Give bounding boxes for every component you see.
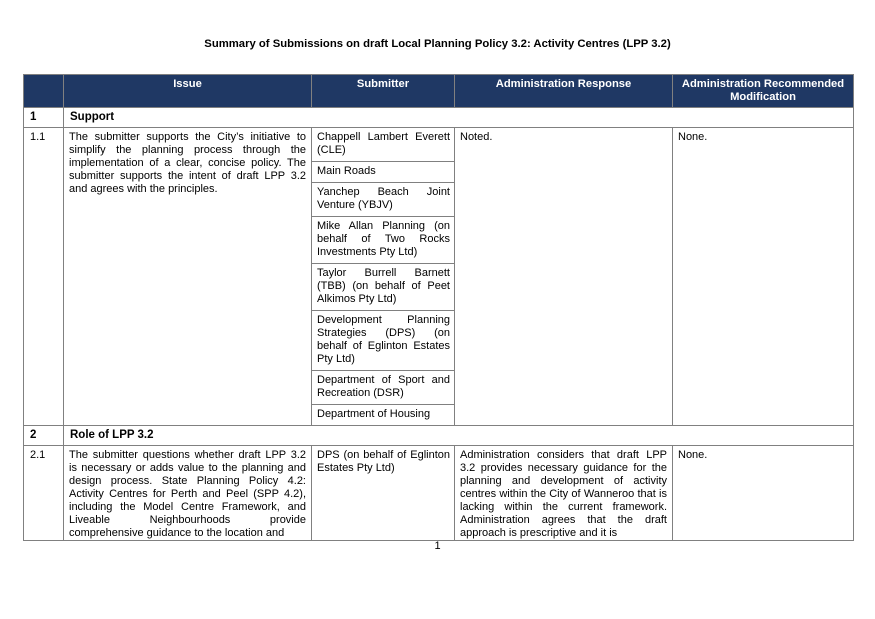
- table-row: [24, 128, 854, 426]
- issue-cell: The submitter supports the City’s initiative to simplify the planning process through the implementation of a clear, concise policy. The submitter supports the intent of draft LPP 3.2 and agrees with the principles.: [64, 128, 312, 426]
- section-row-support: [24, 108, 854, 128]
- modification-cell: None.: [673, 128, 854, 426]
- submitter-item: Development Planning Strategies (DPS) (on behalf of Eglinton Estates Pty Ltd): [312, 311, 454, 371]
- submissions-table: [23, 74, 854, 541]
- submitter-item: Chappell Lambert Everett (CLE): [312, 128, 454, 162]
- section-title: Role of LPP 3.2: [64, 426, 854, 446]
- section-title: Support: [64, 108, 854, 128]
- page-number: 1: [434, 540, 441, 552]
- submitter-item: Yanchep Beach Joint Venture (YBJV): [312, 183, 454, 217]
- submitter-item: DPS (on behalf of Eglinton Estates Pty Ltd): [317, 449, 450, 474]
- issue-cell: The submitter questions whether draft LPP 3.2 is necessary or adds value to the planning and design process. State Planning Policy 4.2: Activity Centres for Perth and Peel (SPP 4.2), including the Model Centre Framework, and Liveable Neighbourhoods provide comprehensive guidance to the location and: [64, 446, 312, 541]
- submitter-item: Department of Housing: [317, 408, 431, 420]
- header-response: Administration Response: [455, 75, 673, 108]
- response-cell: Noted.: [455, 128, 673, 426]
- modification-cell: None.: [673, 446, 854, 541]
- submitter-cell: [312, 446, 455, 541]
- response-cell: Administration considers that draft LPP 3.2 provides necessary guidance for the planning and development of activity centres within the City of Wanneroo that is lacking within the current framework. Administration agrees that the draft approach is prescriptive and it is: [455, 446, 673, 541]
- header-modification: Administration Recommended Modification: [673, 75, 854, 108]
- row-number: 2.1: [24, 446, 64, 541]
- submitter-item: Mike Allan Planning (on behalf of Two Rocks Investments Pty Ltd): [312, 217, 454, 264]
- header-number: [24, 75, 64, 108]
- table-row: [24, 446, 854, 541]
- table-header-row: [24, 75, 854, 108]
- submitter-item: Main Roads: [312, 162, 454, 183]
- submitter-item: Taylor Burrell Barnett (TBB) (on behalf of Peet Alkimos Pty Ltd): [312, 264, 454, 311]
- submitter-cell: [312, 128, 455, 426]
- section-number: 1: [24, 108, 64, 128]
- header-issue: Issue: [64, 75, 312, 108]
- section-number: 2: [24, 426, 64, 446]
- section-row-role: [24, 426, 854, 446]
- submitter-item: Department of Sport and Recreation (DSR): [312, 371, 454, 405]
- page-title: Summary of Submissions on draft Local Planning Policy 3.2: Activity Centres (LPP 3.2): [204, 38, 671, 50]
- row-number: 1.1: [24, 128, 64, 426]
- submissions-table-container: [23, 74, 853, 539]
- header-submitter: Submitter: [312, 75, 455, 108]
